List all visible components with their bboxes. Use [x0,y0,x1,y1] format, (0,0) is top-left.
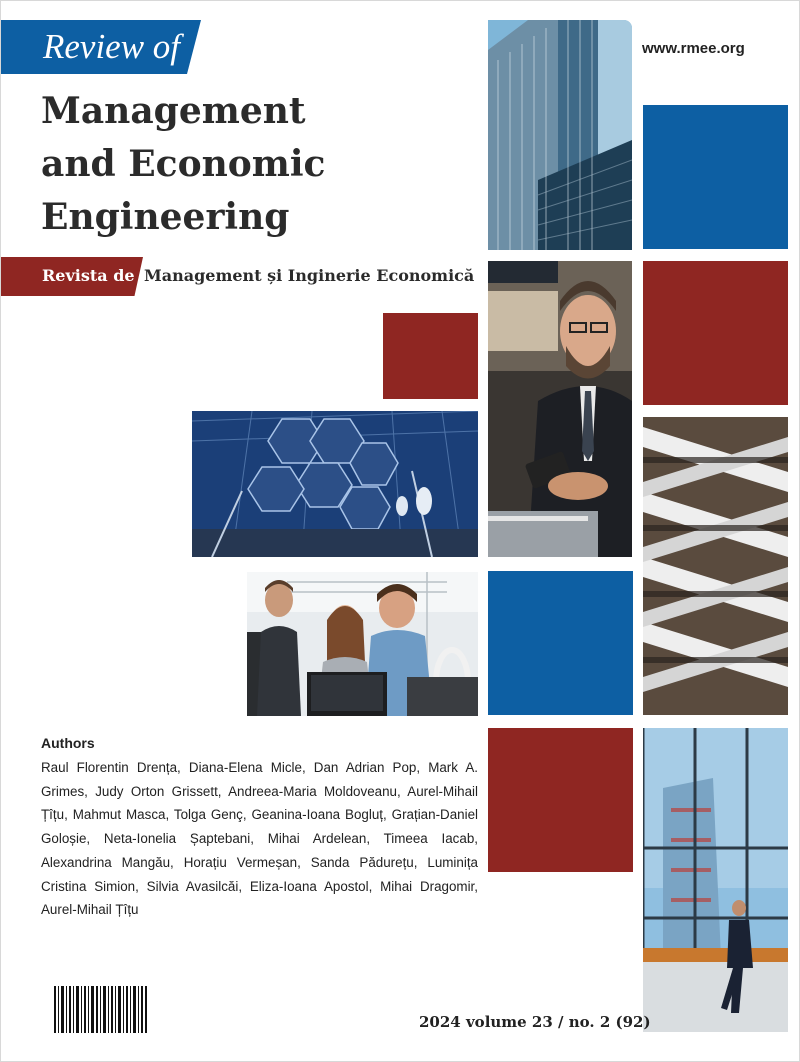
businessman-phone-photo [488,261,632,557]
authors-list: Raul Florentin Drența, Diana-Elena Micle, Dan Adrian Pop, Mark A. Grimes, Judy Orton Grissett, Andreea-Maria Moldoveanu, Aurel-Mihail Țîțu, Mahmut Masca, Tolga Genç, Geanina-Ioana Bogluț, Grațian-Daniel Goloșie, Neta-Ionelia Șaptebani, Mihai Ardelean, Timeea Iacab, Alexandrina Mangău, Horațiu Vermeșan, Sanda Pădurețu, Luminița Cristina Simion, Silvia Avasilcăi, Eliza-Ioana Apostol, Mihai Dragomir, Aurel-Mihail Țîțu [41,760,478,918]
review-of-text: Review of [43,27,181,66]
journal-title-line: Engineering [41,196,290,238]
journal-title-line: Management [41,90,306,132]
subtitle-highlight: Revista de [42,266,135,285]
issue-info: 2024 volume 23 / no. 2 (92) [419,1013,651,1031]
red-block [383,313,478,399]
website-url[interactable]: www.rmee.org [642,40,745,57]
telescope-mirror-photo [192,411,478,557]
escalators-photo [643,417,788,715]
journal-title [41,85,461,244]
engineers-lab-photo [247,572,478,716]
red-block [643,261,788,405]
skyscraper-photo [488,20,632,250]
barcode [54,986,147,1033]
authors-heading: Authors [41,735,95,751]
subtitle-text: Management și Inginerie Economică [144,266,475,285]
red-block [488,728,633,872]
journal-title-line: and Economic [41,143,326,185]
blue-block [643,105,788,249]
blue-block [488,571,633,715]
glass-tower-walker-photo [643,728,788,1032]
